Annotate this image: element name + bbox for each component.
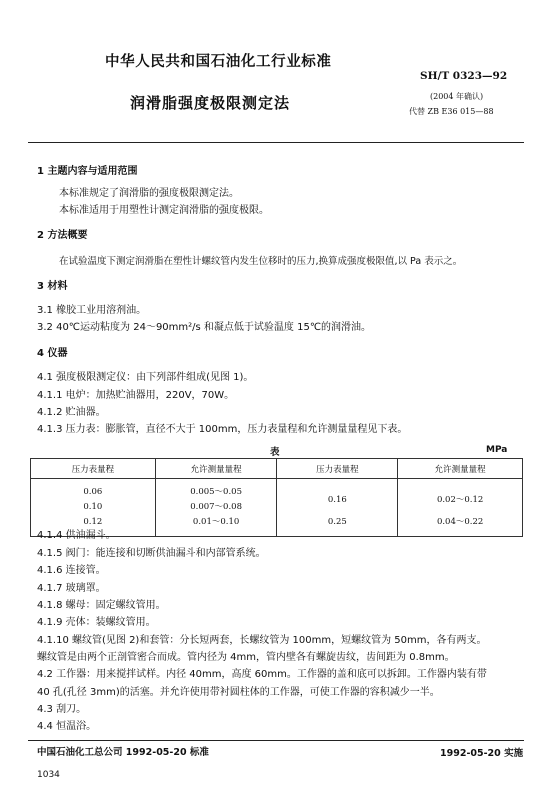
left-gauge-cell xyxy=(31,479,156,537)
section-2-heading: 2 方法概要 xyxy=(37,230,88,241)
range-table xyxy=(30,458,523,537)
right-allowed-cell xyxy=(398,479,523,537)
table-cell: 0.06 xyxy=(83,487,103,497)
section-4-item-2: 4.1.1 电炉：加热贮油器用，220V，70W。 xyxy=(37,390,235,401)
table-cell: 0.16 xyxy=(327,495,347,505)
section-3-heading: 3 材料 xyxy=(37,281,68,292)
page-number: 1034 xyxy=(37,770,60,780)
header-gauge-range-1: 压力表量程 xyxy=(31,459,156,479)
section-1-line-1: 本标准规定了润滑脂的强度极限测定法。 xyxy=(59,188,239,199)
item-4-1-8: 4.1.8 螺母：固定螺纹管用。 xyxy=(37,600,166,611)
footer-rule xyxy=(28,740,524,741)
item-4-1-7: 4.1.7 玻璃罩。 xyxy=(37,583,106,594)
item-4-2-cont: 40 孔(孔径 3mm)的活塞。并允许使用带衬圆柱体的工作器，可使工作器的容积减少一半。 xyxy=(37,687,440,698)
standard-code: SH/T 0323—92 xyxy=(420,70,508,82)
section-2-line-1: 在试验温度下测定润滑脂在塑性计螺纹管内发生位移时的压力,换算成强度极限值,以 Pa 表示之。 xyxy=(59,256,463,267)
left-allowed-cell xyxy=(155,479,277,537)
right-gauge-cell xyxy=(277,479,398,537)
table-cell: 0.10 xyxy=(83,502,103,512)
table-unit: MPa xyxy=(486,445,508,455)
item-4-1-10: 4.1.10 螺纹管(见图 2)和套管：分长短两套，长螺纹管为 100mm，短螺纹管为 50mm，各有两支。 xyxy=(37,635,487,646)
item-4-1-6: 4.1.6 连接管。 xyxy=(37,565,106,576)
table-cell: 0.04～0.22 xyxy=(436,517,484,527)
section-1-line-2: 本标准适用于用塑性计测定润滑脂的强度极限。 xyxy=(59,205,269,216)
table-body-row xyxy=(31,479,523,537)
table-cell: 0.02～0.12 xyxy=(436,495,484,505)
table-caption: 表 xyxy=(270,447,280,458)
header-allowed-range-2: 允许测量量程 xyxy=(398,459,523,479)
header-allowed-range-1: 允许测量量程 xyxy=(155,459,277,479)
section-4-item-1: 4.1 强度极限测定仪：由下列部件组成(见图 1)。 xyxy=(37,372,254,383)
item-4-4: 4.4 恒温浴。 xyxy=(37,721,97,732)
item-4-1-4: 4.1.4 供油漏斗。 xyxy=(37,530,116,541)
table-cell: 0.12 xyxy=(83,517,103,527)
section-4-heading: 4 仪器 xyxy=(37,348,68,359)
section-4-item-3: 4.1.2 贮油器。 xyxy=(37,407,106,418)
confirmation-note: (2004 年确认) xyxy=(430,92,484,101)
replaces-note: 代替 ZB E36 015—88 xyxy=(409,107,494,116)
section-1-heading: 1 主题内容与适用范围 xyxy=(37,166,138,177)
table-cell: 0.01～0.10 xyxy=(192,517,240,527)
item-4-3: 4.3 刮刀。 xyxy=(37,704,87,715)
item-4-1-5: 4.1.5 阀门：能连接和切断供油漏斗和内部管系统。 xyxy=(37,548,266,559)
header-rule xyxy=(28,142,524,143)
header-gauge-range-2: 压力表量程 xyxy=(277,459,398,479)
issuer-line: 中国石油化工总公司 1992-05-20 标准 xyxy=(37,747,209,758)
section-3-item-2: 3.2 40℃运动粘度为 24～90mm²/s 和凝点低于试验温度 15℃的润滑油。 xyxy=(37,322,372,333)
implementation-date: 1992-05-20 实施 xyxy=(440,748,524,759)
table-header-row xyxy=(31,459,523,479)
section-4-item-4: 4.1.3 压力表：膨胀管，直径不大于 100mm，压力表量程和允许测量量程见下表。 xyxy=(37,424,408,435)
org-title: 中华人民共和国石油化工行业标准 xyxy=(105,54,332,70)
table-cell: 0.005～0.05 xyxy=(190,487,242,497)
table-cell: 0.007～0.08 xyxy=(190,502,242,512)
item-4-2: 4.2 工作器：用来搅拌试样。内径 40mm，高度 60mm。工作器的盖和底可以拆卸。工作器内装有带 xyxy=(37,669,487,680)
item-4-1-9: 4.1.9 壳体：装螺纹管用。 xyxy=(37,617,156,628)
document-title: 润滑脂强度极限测定法 xyxy=(130,94,291,112)
item-4-1-10-cont: 螺纹管是由两个正剖管密合而成。管内径为 4mm，管内壁各有螺旋齿纹，齿间距为 0.8mm。 xyxy=(37,652,455,663)
table-cell: 0.25 xyxy=(327,517,347,527)
section-3-item-1: 3.1 橡胶工业用溶剂油。 xyxy=(37,305,147,316)
